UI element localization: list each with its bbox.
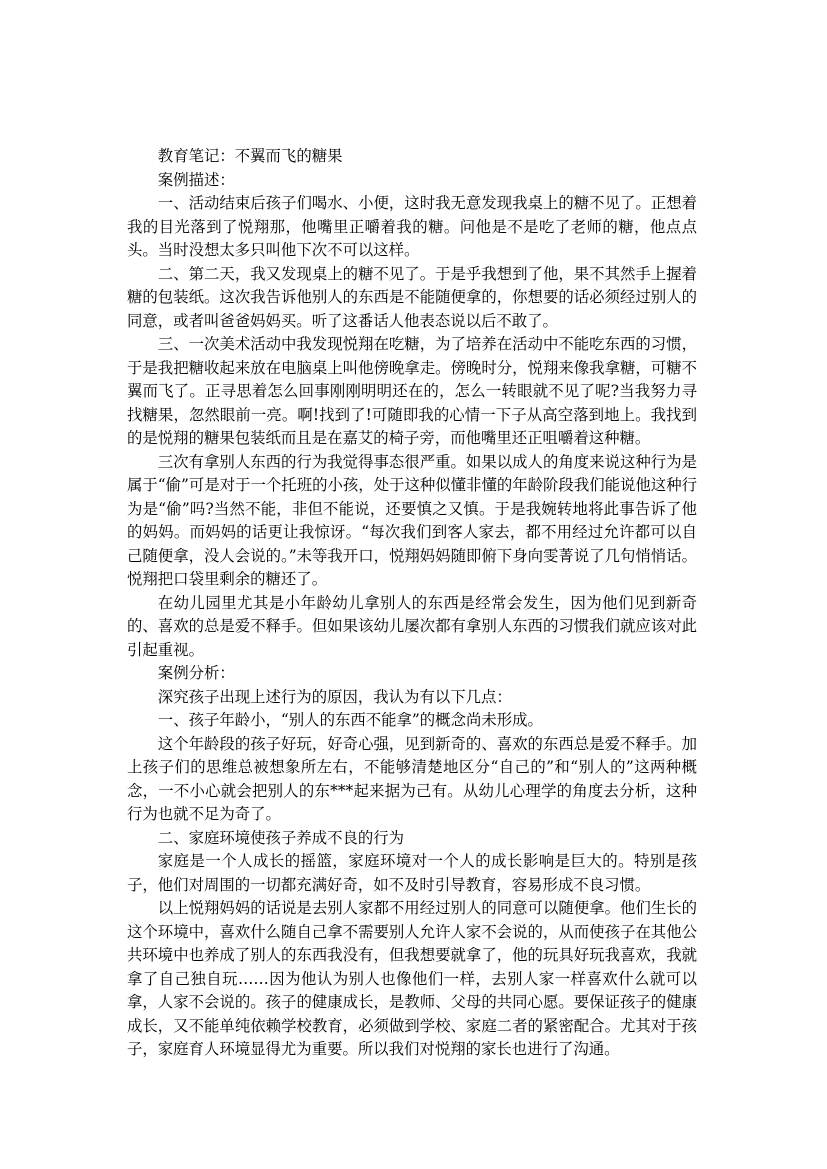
- document-title: 教育笔记：不翼而飞的糖果: [157, 147, 343, 165]
- paragraph-family-communication: 以上悦翔妈妈的话说是去别人家都不用经过别人的同意可以随便拿。他们生长的这个环境中，喜欢什么随自己拿不需要别人允许人家不会说的，从而使孩子在其他公共环境中也养成了别人的东西我没有，但我想要就拿了，他的玩具好玩我喜欢，我就拿了自己独自玩……因为他认为别人也像他们一样，去别人家一样喜欢什么就可以拿，人家不会说的。孩子的健康成长，是教师、父母的共同心愿。要保证孩子的健康成长，又不能单纯依赖学校教育，必须做到学校、家庭二者的紧密配合。尤其对于孩子，家庭育人环境显得尤为重要。所以我们对悦翔的家长也进行了沟通。: [127, 899, 697, 1058]
- section-heading-case-description: 案例描述：: [157, 170, 235, 189]
- document-body: [127, 145, 697, 1062]
- section-heading-case-analysis: 案例分析：: [157, 664, 235, 682]
- paragraph-analysis-intro: 深究孩子出现上述行为的原因，我认为有以下几点：: [157, 687, 512, 706]
- paragraph-kindergarten-observation: 在幼儿园里尤其是小年龄幼儿拿别人的东西是经常会发生，因为他们见到新奇的、喜欢的总是爱不释手。但如果该幼儿屡次都有拿别人东西的习惯我们就应该对此引起重视。: [127, 593, 697, 659]
- paragraph-event-one: 一、活动结束后孩子们喝水、小便，这时我无意发现我桌上的糖不见了。正想着我的目光落到了悦翔那，他嘴里正嚼着我的糖。问他是不是吃了老师的糖，他点点头。当时没想太多只叫他下次不可以这样。: [127, 194, 697, 259]
- paragraph-reflection: 三次有拿别人东西的行为我觉得事态很严重。如果以成人的角度来说这种行为是属于“偷”可是对于一个托班的小孩，处于这种似懂非懂的年龄阶段我们能说他这种行为是“偷”吗?当然不能，非但不能说，还要慎之又慎。于是我婉转地将此事告诉了他的妈妈。而妈妈的话更让我惊讶。“每次我们到客人家去，都不用经过允许都可以自己随便拿，没人会说的。”未等我开口，悦翔妈妈随即俯下身向雯菁说了几句悄悄话。悦翔把口袋里剩余的糖还了。: [127, 452, 697, 588]
- paragraph-family-environment: 家庭是一个人成长的摇篮，家庭环境对一个人的成长影响是巨大的。特别是孩子，他们对周围的一切都充满好奇，如不及时引导教育，容易形成不良习惯。: [127, 852, 697, 894]
- analysis-point-two-heading: 二、家庭环境使孩子养成不良的行为: [157, 828, 405, 847]
- paragraph-analysis-point-one: 这个年龄段的孩子好玩，好奇心强，见到新奇的、喜欢的东西总是爱不释手。加上孩子们的思维总被想象所左右，不能够清楚地区分“自己的”和“别人的”这两种概念，一不小心就会把别人的东***起来据为己有。从幼儿心理学的角度去分析，这种行为也就不足为奇了。: [127, 734, 697, 823]
- paragraph-event-two: 二、第二天，我又发现桌上的糖不见了。于是乎我想到了他，果不其然手上握着糖的包装纸。这次我告诉他别人的东西是不能随便拿的，你想要的话必须经过别人的同意，或者叫爸爸妈妈买。听了这番话人他表态说以后不敢了。: [127, 264, 697, 330]
- analysis-point-one-heading: 一、孩子年龄小，“别人的东西不能拿”的概念尚未形成。: [157, 711, 543, 729]
- paragraph-event-three: 三、一次美术活动中我发现悦翔在吃糖，为了培养在活动中不能吃东西的习惯，于是我把糖收起来放在电脑桌上叫他傍晚拿走。傍晚时分，悦翔来像我拿糖，可糖不翼而飞了。正寻思着怎么回事刚刚明明还在的，怎么一转眼就不见了呢?当我努力寻找糖果，忽然眼前一亮。啊!找到了!可随即我的心情一下子从高空落到地上。我找到的是悦翔的糖果包装纸而且是在嘉艾的椅子旁，而他嘴里还正咀嚼着这种糖。: [127, 335, 697, 447]
